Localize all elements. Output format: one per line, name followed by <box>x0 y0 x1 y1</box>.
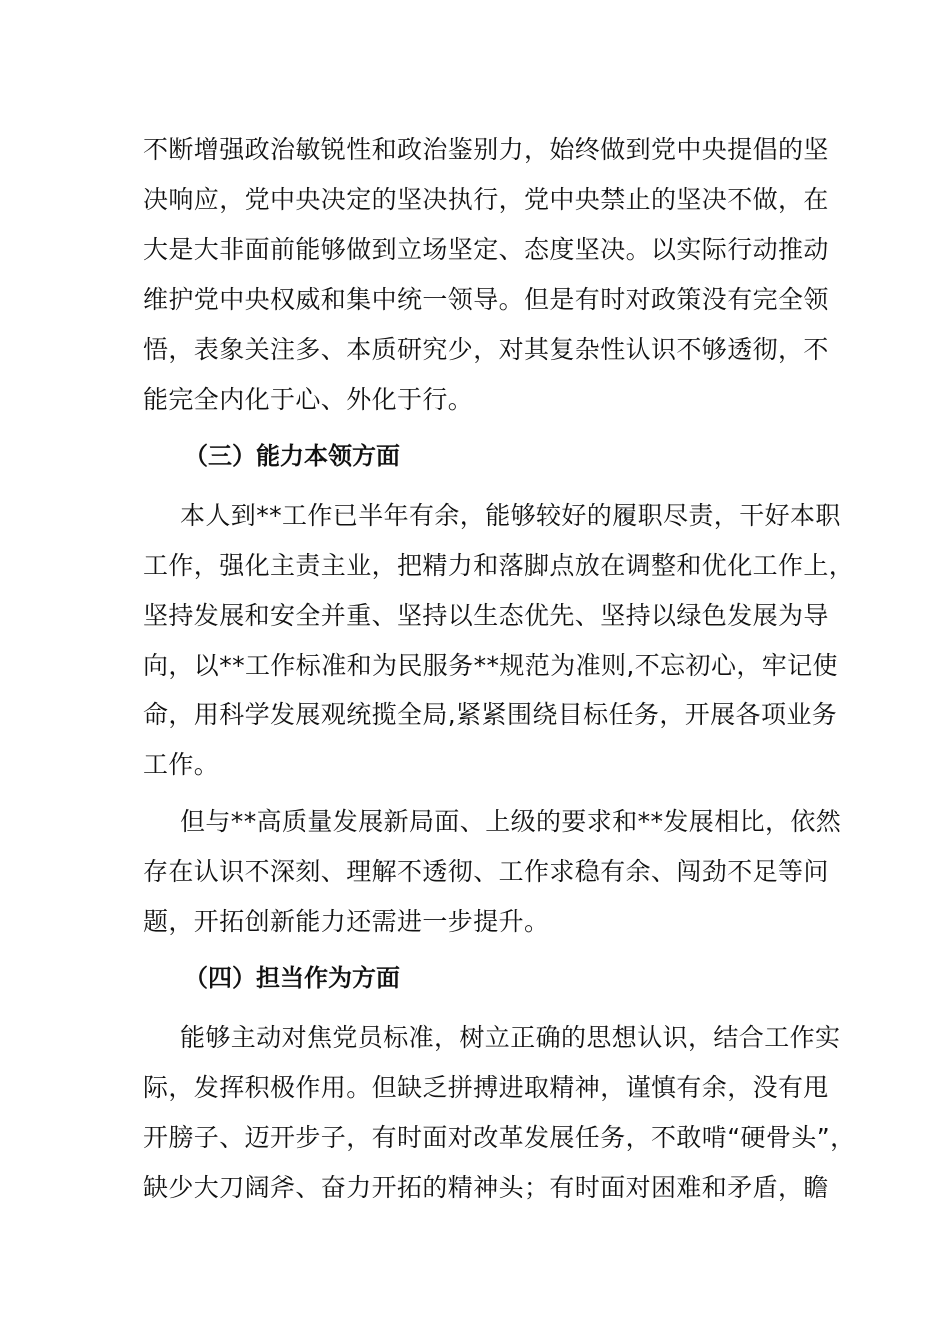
paragraph-line: 维护党中央权威和集中统一领导。但是有时对政策没有完全领 <box>143 285 829 314</box>
paragraph-line: 能完全内化于心、外化于行。 <box>143 385 474 414</box>
paragraph-line: 不断增强政治敏锐性和政治鉴别力，始终做到党中央提倡的坚 <box>143 135 829 164</box>
paragraph-line: 能够主动对焦党员标准，树立正确的思想认识，结合工作实 <box>180 1023 841 1052</box>
paragraph-line: 开膀子、迈开步子，有时面对改革发展任务，不敢啃“硬骨头”， <box>143 1123 856 1152</box>
paragraph-line: 向，以**工作标准和为民服务**规范为准则,不忘初心，牢记使 <box>143 651 838 680</box>
paragraph-line: 存在认识不深刻、理解不透彻、工作求稳有余、闯劲不足等问 <box>143 857 829 886</box>
paragraph-line: 悟，表象关注多、本质研究少，对其复杂性认识不够透彻，不 <box>143 335 829 364</box>
paragraph-line: 工作。 <box>143 750 220 779</box>
paragraph-line: 际，发挥积极作用。但缺乏拼搏进取精神，谨慎有余，没有甩 <box>143 1073 829 1102</box>
paragraph-line: 命，用科学发展观统揽全局,紧紧围绕目标任务，开展各项业务 <box>143 700 838 729</box>
section-heading-responsibility: （四）担当作为方面 <box>184 964 400 992</box>
paragraph-line: 大是大非面前能够做到立场坚定、态度坚决。以实际行动推动 <box>143 235 829 264</box>
paragraph-line: 题，开拓创新能力还需进一步提升。 <box>143 907 550 936</box>
paragraph-line: 工作，强化主责主业，把精力和落脚点放在调整和优化工作上， <box>143 551 855 580</box>
paragraph-line: 缺少大刀阔斧、奋力开拓的精神头；有时面对困难和矛盾，瞻 <box>143 1173 829 1202</box>
paragraph-line: 本人到**工作已半年有余，能够较好的履职尽责，干好本职 <box>180 501 841 530</box>
paragraph-line: 坚持发展和安全并重、坚持以生态优先、坚持以绿色发展为导 <box>143 601 829 630</box>
section-heading-ability: （三）能力本领方面 <box>184 442 400 470</box>
paragraph-line: 但与**高质量发展新局面、上级的要求和**发展相比，依然 <box>180 807 842 836</box>
paragraph-line: 决响应，党中央决定的坚决执行，党中央禁止的坚决不做，在 <box>143 185 829 214</box>
